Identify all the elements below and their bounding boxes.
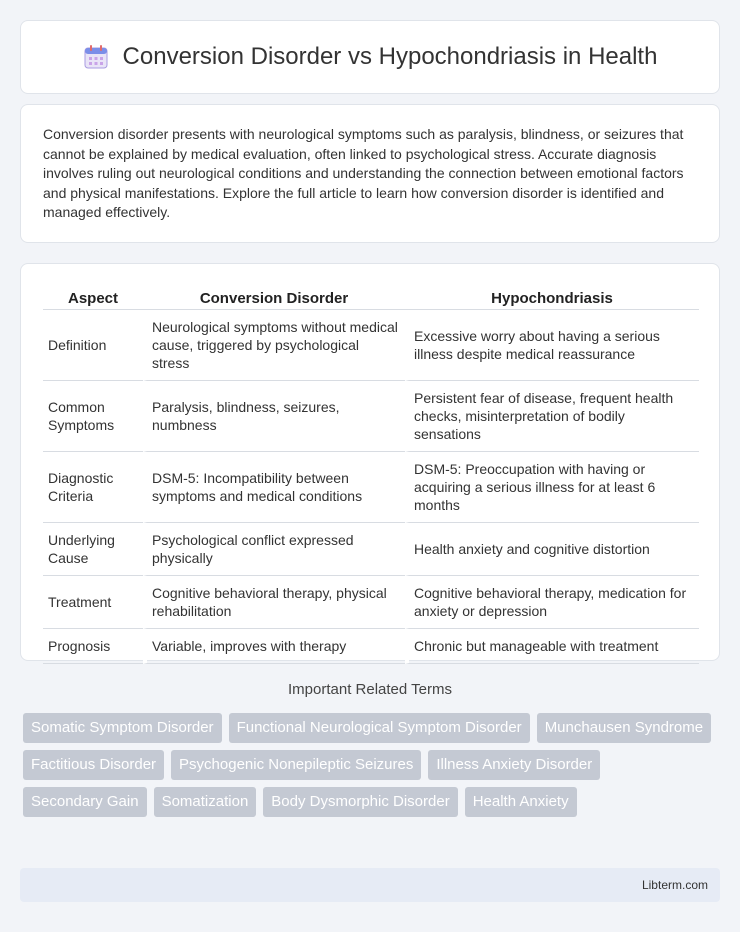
row-conversion: DSM-5: Incompatibility between symptoms and medical conditions [143,452,405,523]
row-aspect: Diagnostic Criteria [43,452,143,523]
row-aspect: Prognosis [43,629,143,664]
footer [20,868,720,902]
footer-site-link[interactable]: Libterm.com [641,878,708,892]
related-term-tag[interactable]: Functional Neurological Symptom Disorder [229,713,530,743]
header-card [20,20,720,94]
row-aspect: Underlying Cause [43,523,143,576]
related-term-tag[interactable]: Somatization [154,787,257,817]
row-hypochondriasis: DSM-5: Preoccupation with having or acquiring a serious illness for at least 6 months [405,452,699,523]
row-conversion: Neurological symptoms without medical cause, triggered by psychological stress [143,310,405,381]
table-row [43,381,699,452]
table-row [43,523,699,576]
row-conversion: Psychological conflict expressed physically [143,523,405,576]
related-term-tag[interactable]: Factitious Disorder [23,750,164,780]
related-terms-title: Important Related Terms [288,681,452,698]
row-aspect: Definition [43,310,143,381]
related-term-tag[interactable]: Somatic Symptom Disorder [23,713,222,743]
related-term-tag[interactable]: Health Anxiety [465,787,577,817]
row-hypochondriasis: Chronic but manageable with treatment [405,629,699,664]
table-row [43,310,699,381]
calendar-icon [83,44,109,70]
table-header-row [43,284,699,310]
row-aspect: Treatment [43,576,143,629]
related-term-tag[interactable]: Illness Anxiety Disorder [428,750,600,780]
related-term-tag[interactable]: Secondary Gain [23,787,147,817]
header-hypochondriasis: Hypochondriasis [405,284,699,310]
table-row [43,629,699,664]
row-conversion: Variable, improves with therapy [143,629,405,664]
header-conversion-disorder: Conversion Disorder [143,284,405,310]
row-hypochondriasis: Persistent fear of disease, frequent health checks, misinterpretation of bodily sensations [405,381,699,452]
row-hypochondriasis: Excessive worry about having a serious illness despite medical reassurance [405,310,699,381]
page-title: Conversion Disorder vs Hypochondriasis in Health [122,43,658,70]
row-conversion: Cognitive behavioral therapy, physical rehabilitation [143,576,405,629]
related-terms-list [23,713,723,824]
row-aspect: Common Symptoms [43,381,143,452]
intro-card [20,104,720,243]
comparison-table [43,284,699,664]
row-hypochondriasis: Health anxiety and cognitive distortion [405,523,699,576]
related-term-tag[interactable]: Psychogenic Nonepileptic Seizures [171,750,421,780]
comparison-card [20,263,720,661]
table-row [43,576,699,629]
row-hypochondriasis: Cognitive behavioral therapy, medication for anxiety or depression [405,576,699,629]
related-term-tag[interactable]: Munchausen Syndrome [537,713,711,743]
table-row [43,452,699,523]
row-conversion: Paralysis, blindness, seizures, numbness [143,381,405,452]
related-term-tag[interactable]: Body Dysmorphic Disorder [263,787,457,817]
intro-text: Conversion disorder presents with neurological symptoms such as paralysis, blindness, or seizures that cannot be explained by medical evaluation, often linked to psychological stress. Accurate diagnosis involves ruling out neurological conditions and understanding the connection between emotional factors and physical manifestations. Explore the full article to learn how conversion disorder is identified and managed effectively. [43,126,684,220]
header-aspect: Aspect [43,284,143,310]
